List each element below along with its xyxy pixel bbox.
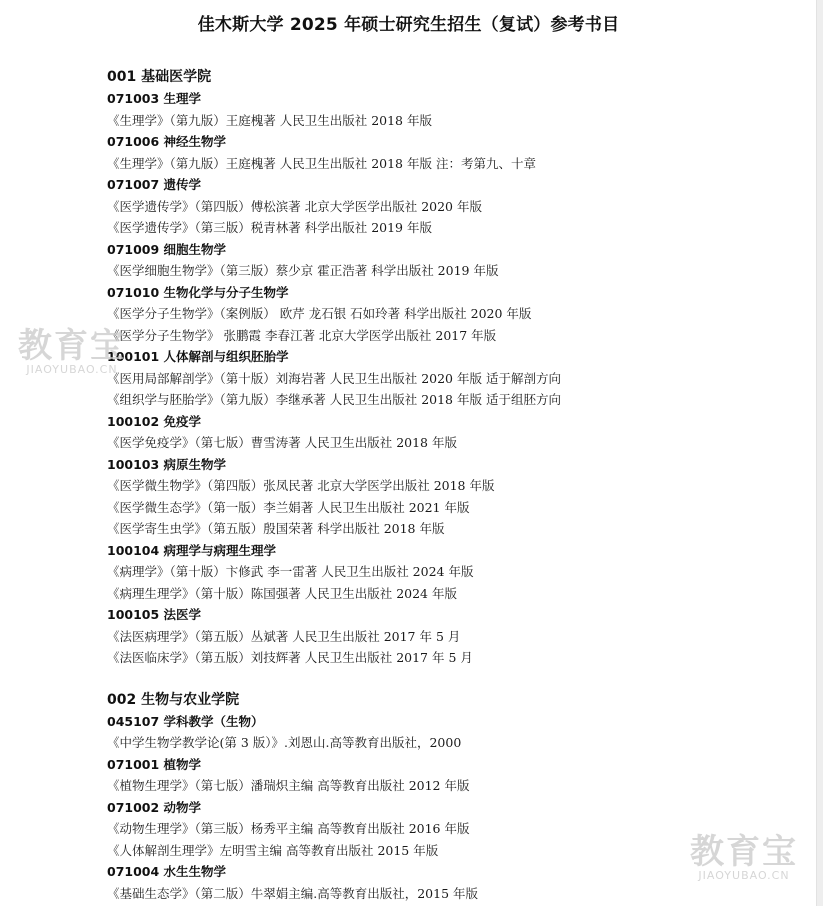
scrollbar[interactable] [816, 0, 823, 906]
major-heading: 071006 神经生物学 [107, 134, 227, 149]
major-heading: 071007 遗传学 [107, 177, 202, 192]
watermark-domain: JIAOYUBAO.CN [698, 869, 790, 882]
book-entry: 《医学遗传学》（第三版）税青林著 科学出版社 2019 年版 [107, 220, 432, 235]
major-heading: 071002 动物学 [107, 799, 202, 815]
book-entry: 《医用局部解剖学》（第十版）刘海岩著 人民卫生出版社 2020 年版 适于解剖方向 [107, 370, 561, 386]
major-heading: 100102 免疫学 [107, 413, 202, 429]
book-entry: 《医学分子生物学》（案例版） 欧芹 龙石银 石如玲著 科学出版社 2020 年版 [107, 306, 532, 321]
major-heading: 100105 法医学 [107, 607, 202, 622]
book-entry: 《中学生物学教学论(第 3 版）》.刘恩山.高等教育出版社，2000 [107, 735, 462, 750]
major-heading: 071010 生物化学与分子生物学 [107, 284, 289, 300]
watermark-logo-text: 教育宝 [690, 832, 798, 872]
major-heading: 100103 病原生物学 [107, 456, 227, 472]
book-entry: 《基础生态学》（第二版）牛翠娟主编.高等教育出版社，2015 年版 [107, 885, 479, 901]
book-entry: 《医学微生物学》（第四版）张凤民著 北京大学医学出版社 2018 年版 [107, 478, 495, 493]
watermark-domain: JIAOYUBAO.CN [26, 363, 118, 376]
book-entry: 《医学免疫学》（第七版）曹雪涛著 人民卫生出版社 2018 年版 [107, 435, 457, 450]
book-entry: 《医学微生态学》（第一版）李兰娟著 人民卫生出版社 2021 年版 [107, 499, 470, 515]
major-heading: 071001 植物学 [107, 756, 202, 772]
college-heading: 001 基础医学院 [107, 69, 212, 85]
book-entry: 《病理生理学》（第十版）陈国强著 人民卫生出版社 2024 年版 [107, 585, 457, 601]
watermark-left [18, 328, 126, 376]
watermark-logo-text: 教育宝 [18, 326, 126, 366]
book-entry: 《动物生理学》（第三版）杨秀平主编 高等教育出版社 2016 年版 [107, 821, 470, 836]
major-heading: 071009 细胞生物学 [107, 241, 227, 257]
book-entry: 《组织学与胚胎学》（第九版）李继承著 人民卫生出版社 2018 年版 适于组胚方向 [107, 392, 561, 407]
major-heading: 100104 病理学与病理生理学 [107, 542, 277, 558]
major-heading: 100101 人体解剖与组织胚胎学 [107, 349, 289, 364]
book-entry: 《人体解剖生理学》左明雪主编 高等教育出版社 2015 年版 [107, 842, 439, 858]
book-entry: 《生理学》（第九版）王庭槐著 人民卫生出版社 2018 年版 注：考第九、十章 [107, 155, 536, 171]
major-heading: 045107 学科教学（生物） [107, 713, 264, 729]
college-heading: 002 生物与农业学院 [107, 691, 240, 708]
document-title: 佳木斯大学 2025 年硕士研究生招生（复试）参考书目 [197, 15, 620, 35]
reference-list [107, 66, 797, 904]
major-heading: 071004 水生生物学 [107, 864, 227, 879]
book-entry: 《植物生理学》（第七版）潘瑞炽主编 高等教育出版社 2012 年版 [107, 778, 470, 793]
watermark-right [690, 834, 798, 882]
book-entry: 《医学寄生虫学》（第五版）殷国荣著 科学出版社 2018 年版 [107, 521, 445, 536]
book-entry: 《法医临床学》（第五版）刘技辉著 人民卫生出版社 2017 年 5 月 [107, 650, 473, 665]
book-entry: 《医学分子生物学》 张鹏霞 李春江著 北京大学医学出版社 2017 年版 [107, 327, 497, 343]
book-entry: 《医学细胞生物学》（第三版）蔡少京 霍正浩著 科学出版社 2019 年版 [107, 263, 499, 278]
book-entry: 《法医病理学》（第五版）丛斌著 人民卫生出版社 2017 年 5 月 [107, 628, 461, 644]
book-entry: 《医学遗传学》（第四版）傅松滨著 北京大学医学出版社 2020 年版 [107, 198, 482, 214]
book-entry: 《病理学》（第十版）卞修武 李一雷著 人民卫生出版社 2024 年版 [107, 564, 474, 579]
book-entry: 《生理学》（第九版）王庭槐著 人民卫生出版社 2018 年版 [107, 112, 432, 128]
major-heading: 071003 生理学 [107, 91, 202, 106]
